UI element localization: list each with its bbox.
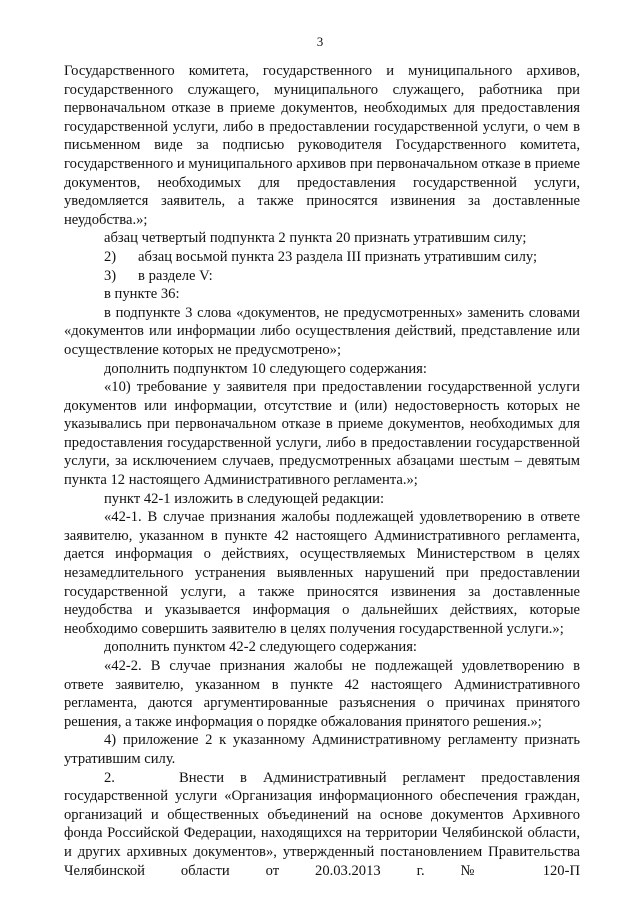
paragraph-subpoint-3: в подпункте 3 слова «документов, не предусмотренных» заменить словами «документов или информации либо осуществления действий, представление или осуществление которых не предусмотрено»; — [64, 304, 580, 358]
paragraph-point-42-2-intro: дополнить пунктом 42-2 следующего содержания: — [104, 639, 417, 656]
page-number: 3 — [316, 34, 324, 49]
paragraph-item-20: абзац четвертый подпункта 2 пункта 20 признать утратившим силу; — [104, 230, 527, 247]
paragraph-section-2: 2. Внести в Административный регламент предоставления государственной услуги «Организация информационного обеспечения граждан, организаций и общественных объединений на основе документов Архивного фонда Российской Федерации, находящихся на территории Челябинской области, и других архивных документов», утвержденный постановлением Правительства Челябинской области от 20.03.2013 г. № 120-П — [64, 769, 580, 879]
paragraph-point-42-2-text: «42-2. В случае признания жалобы не подлежащей удовлетворению в ответе заявителю, указанном в пункте 42 настоящего Административного регламента, даются аргументированные разъяснения о причинах принятого решения, а также информация о порядке обжалования принятого решения.»; — [64, 658, 580, 730]
paragraph-point-36: в пункте 36: — [104, 286, 180, 303]
paragraph-item-3: 3) в разделе V: — [104, 267, 213, 284]
paragraph-subpoint-10-text: «10) требование у заявителя при предоставлении государственной услуги документов или информации, отсутствие и (или) недостоверность которых не указывались при первоначальном отказе в приеме документов, необходимых для предоставления государственной услуги, либо в предоставлении государственной услуги, за исключением случаев, предусмотренных абзацами шестым – девятым пункта 12 настоящего Административного регламента.»; — [64, 379, 580, 489]
paragraph-point-42-1-text: «42-1. В случае признания жалобы подлежащей удовлетворению в ответе заявителю, указанном в пункте 42 настоящего Административного регламента, дается информация о действиях, осуществляемых Министерством в целях незамедлительного устранения выявленных нарушений при предоставлении государственной услуги, а также приносятся извинения за доставленные неудобства и указывается информация о дальнейших действиях, которые необходимо совершить заявителю в целях получения государственной услуги.»; — [64, 509, 580, 637]
paragraph-continuation: Государственного комитета, государственного и муниципального архивов, государственного служащего, муниципального служащего, работника при первоначальном отказе в приеме документов, необходимых для предоставления государственной услуги, либо в предоставлении государственной услуги, о чем в письменном виде за подписью руководителя Государственного комитета, государственного и муниципального архивов при первоначальном отказе в приеме документов, необходимых для предоставления государственной услуги, уведомляется заявитель, а также приносятся извинения за доставленные неудобства.»; — [64, 63, 580, 228]
paragraph-add-subpoint-10: дополнить подпунктом 10 следующего содержания: — [104, 360, 427, 377]
document-body — [64, 62, 580, 880]
paragraph-item-4: 4) приложение 2 к указанному Административному регламенту признать утратившим силу. — [64, 732, 580, 767]
paragraph-item-2: 2) абзац восьмой пункта 23 раздела III признать утратившим силу; — [104, 248, 538, 265]
paragraph-point-42-1-intro: пункт 42-1 изложить в следующей редакции: — [104, 490, 385, 507]
